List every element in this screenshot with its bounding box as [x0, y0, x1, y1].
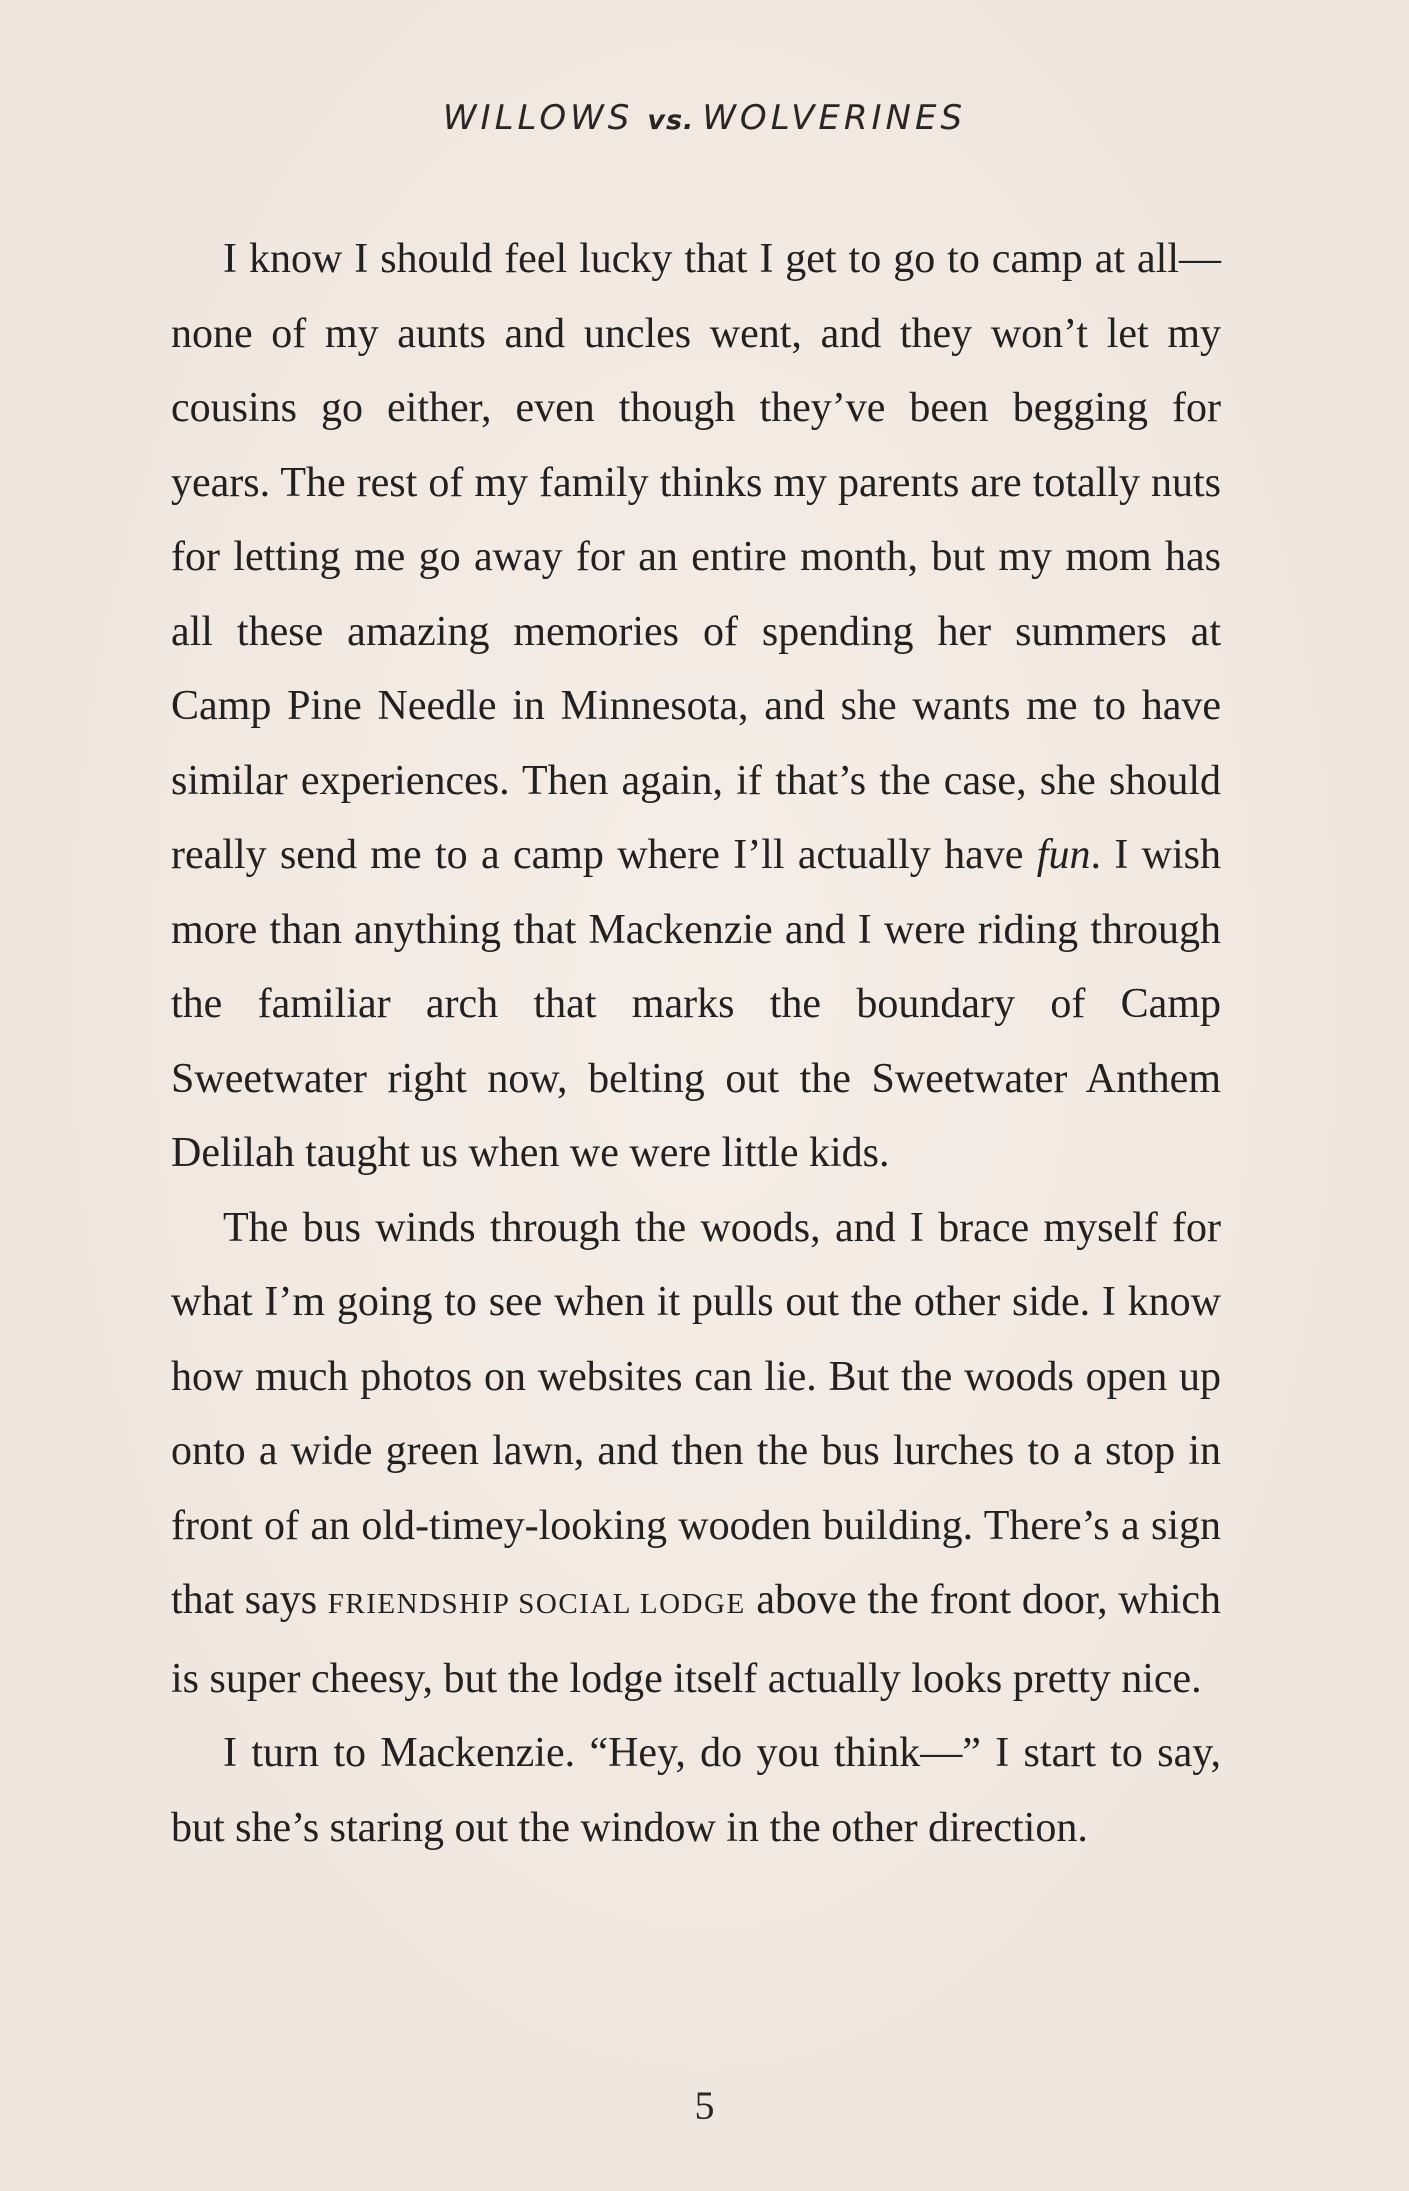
- paragraph-3-text: I turn to Mackenzie. “Hey, do you think—” I start to say, but she’s staring out the window in the other direction.: [171, 1730, 1221, 1851]
- running-head-vs: vs.: [647, 105, 695, 136]
- body-text: [171, 222, 1221, 1865]
- paragraph-2-text-b: above the front door, which is super cheesy, but the lodge itself actually looks pretty nice.: [171, 1577, 1222, 1702]
- paragraph-2: [171, 1191, 1221, 1717]
- page-number: 5: [694, 2083, 715, 2128]
- paragraph-1-emphasis: fun: [1036, 832, 1091, 878]
- running-head: [0, 98, 1409, 138]
- paragraph-1-text-b: . I wish more than anything that Mackenzie and I were riding through the familiar arch that marks the boundary of Camp Sweetwater right now, belting out the Sweetwater Anthem Delilah taught us when we were little kids.: [171, 832, 1221, 1176]
- running-head-title-part1: WILLOWS: [442, 98, 634, 138]
- lodge-sign-text: FRIENDSHIP SOCIAL LODGE: [327, 1588, 746, 1620]
- running-head-title-part2: WOLVERINES: [702, 98, 967, 138]
- paragraph-1: [171, 222, 1221, 1191]
- paragraph-1-text-a: I know I should feel lucky that I get to go to camp at all—none of my aunts and uncles went, and they won’t let my cousins go either, even though they’ve been begging for years. The rest of my family thinks my parents are totally nuts for letting me go away for an entire month, but my mom has all these amazing memories of spending her summers at Camp Pine Needle in Minnesota, and she wants me to have similar experiences. Then again, if that’s the case, she should really send me to a camp where I’ll actually have: [171, 236, 1221, 878]
- paragraph-3: [171, 1716, 1221, 1865]
- paragraph-2-text-a: The bus winds through the woods, and I brace myself for what I’m going to see when it pulls out the other side. I know how much photos on websites can lie. But the woods open up onto a wide green lawn, and then the bus lurches to a stop in front of an old-timey-looking wooden building. There’s a sign that says: [171, 1204, 1221, 1623]
